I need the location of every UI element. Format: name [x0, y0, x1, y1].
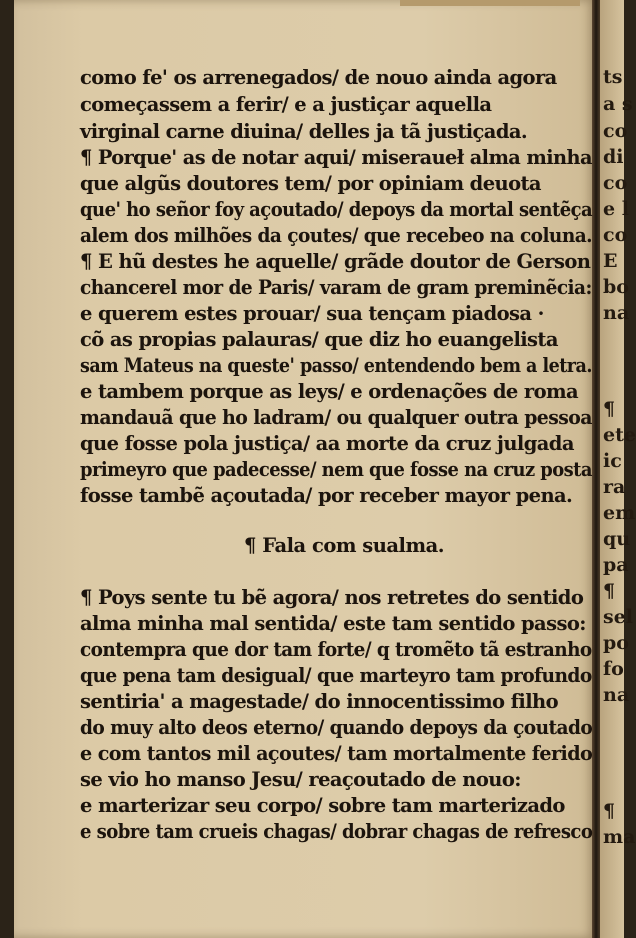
text-line: mandauã que ho ladram/ ou qualquer outra pessoa: [80, 406, 592, 429]
text-line: ¶ Porque' as de notar aqui/ miseraueł alma minha: [80, 146, 592, 169]
text-line: ¶ E hũ destes he aquelle/ grãde doutor de Gerson: [80, 250, 591, 273]
facing-page-fragment: na: [603, 302, 630, 324]
facing-page-fragment: a s: [603, 93, 633, 115]
text-line: que algũs doutores tem/ por opiniam deuota: [80, 172, 541, 195]
text-line: sam Mateus na queste' passo/ entendendo bem a letra.: [80, 354, 592, 377]
facing-page-fragment: ¶: [603, 398, 616, 420]
text-line: primeyro que padecesse/ nem que fosse na cruz posta: [80, 458, 592, 481]
text-line: que pena tam desigual/ que marteyro tam profundo: [80, 664, 592, 687]
facing-page-fragment: E: [603, 250, 618, 272]
text-line: do muy alto deos eterno/ quando depoys da çoutado: [80, 716, 593, 739]
text-line: virginal carne diuina/ delles ja tã justiçada.: [80, 120, 528, 143]
facing-page-fragment: em: [603, 502, 636, 524]
section-heading: ¶ Fala com sualma.: [244, 534, 444, 557]
text-line: contempra que dor tam forte/ q tromẽto tã estranho: [80, 638, 592, 661]
facing-page-fragment: co: [603, 120, 628, 142]
facing-page-fragment: bo: [603, 276, 629, 298]
facing-page-fragment: e l: [603, 198, 629, 220]
text-line: sentiria' a magestade/ do innocentissimo filho: [80, 690, 559, 713]
text-line: e sobre tam crueis chagas/ dobrar chagas de refresco: [80, 820, 593, 843]
text-line: alma minha mal sentida/ este tam sentido passo:: [80, 612, 586, 635]
text-line: ¶ Poys sente tu bẽ agora/ nos retretes do sentido: [80, 586, 584, 609]
facing-page-fragment: co: [603, 224, 628, 246]
facing-page-fragment: ete: [603, 424, 636, 446]
text-line: como fe' os arrenegados/ de nouo ainda agora: [80, 66, 557, 89]
facing-page-fragment: ¶: [603, 580, 616, 602]
facing-page-fragment: co: [603, 172, 628, 194]
text-line: se vio ho manso Jesu/ reaçoutado de nouo:: [80, 768, 521, 791]
facing-page-fragment: ts: [603, 66, 623, 88]
facing-page-fragment: fo: [603, 658, 624, 680]
text-line: e tambem porque as leys/ e ordenações de roma: [80, 380, 579, 403]
facing-page-fragment: ra: [603, 476, 626, 498]
facing-page-fragment: po: [603, 632, 629, 654]
text-line: chancerel mor de Paris/ varam de gram preminẽcia:: [80, 276, 592, 299]
text-line: fosse tambẽ açoutada/ por receber mayor pena.: [80, 484, 573, 507]
text-line: começassem a ferir/ e a justiçar aquella: [80, 93, 492, 116]
facing-page-fragment: ic: [603, 450, 622, 472]
facing-page-fragment: di: [603, 146, 624, 168]
page-edge: [400, 0, 580, 6]
facing-page-fragment: pa: [603, 554, 629, 576]
text-line: e marterizar seu corpo/ sobre tam marterizado: [80, 794, 565, 817]
facing-page-fragment: na: [603, 684, 630, 706]
text-line: que fosse pola justiça/ aa morte da cruz julgada: [80, 432, 574, 455]
book-gutter: [592, 0, 600, 938]
facing-page-fragment: ma: [603, 826, 636, 848]
facing-page-fragment: ¶: [603, 800, 616, 822]
text-line: cõ as propias palauras/ que diz ho euangelista: [80, 328, 558, 351]
text-line: e com tantos mil açoutes/ tam mortalmente ferido: [80, 742, 593, 765]
text-line: alem dos milhões da çoutes/ que recebeo na coluna.: [80, 224, 593, 247]
facing-page-fragment: sel: [603, 606, 634, 628]
facing-page: [600, 0, 636, 938]
facing-page-fragment: qu: [603, 528, 631, 550]
text-line: e querem estes prouar/ sua tençam piadosa ·: [80, 302, 544, 325]
text-line: que' ho señor foy açoutado/ depoys da mortal sentẽça: [80, 198, 593, 221]
